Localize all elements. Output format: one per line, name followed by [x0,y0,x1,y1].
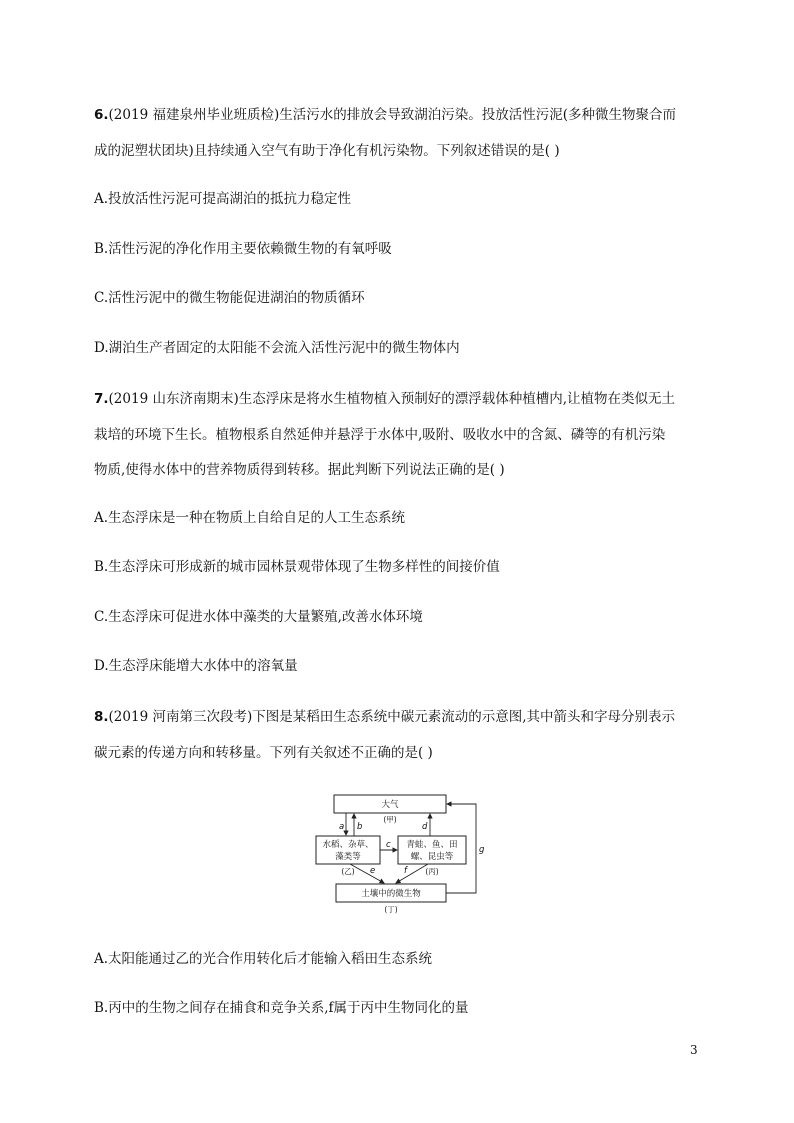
soil-microbes-tag: (丁) [384,905,398,914]
label-a: a [339,822,345,832]
producers-label-line-1: 水稻、杂草、 [322,840,374,850]
label-g: g [479,845,485,855]
carbon-flow-diagram [310,790,490,920]
question-6-stem-line-1: 6.(2019 福建泉州毕业班质检)生活污水的排放会导致湖泊污染。投放活性污泥(多种微生物聚合而 [94,107,676,123]
soil-microbes-label: 土壤中的微生物 [361,889,421,899]
question-8-option-a: A.太阳能通过乙的光合作用转化后才能输入稻田生态系统 [94,951,433,967]
question-7-option-b: B.生态浮床可形成新的城市园林景观带体现了生物多样性的间接价值 [94,559,500,575]
page-number: 3 [690,1043,698,1057]
atmosphere-label: 大气 [381,800,399,810]
question-6-number: 6. [94,107,109,123]
label-d: d [422,822,428,832]
question-7-number: 7. [94,391,109,407]
question-6-option-b: B.活性污泥的净化作用主要依赖微生物的有氧呼吸 [94,241,392,257]
arrow-e [350,864,384,883]
label-f: f [404,866,407,876]
question-6-option-c: C.活性污泥中的微生物能促进湖泊的物质循环 [94,290,365,306]
question-7-option-c: C.生态浮床可促进水体中藻类的大量繁殖,改善水体环境 [94,609,423,625]
question-6-option-d: D.湖泊生产者固定的太阳能不会流入活性污泥中的微生物体内 [94,340,460,356]
question-7-stem-line-2: 栽培的环境下生长。植物根系自然延伸并悬浮于水体中,吸附、吸收水中的含氮、磷等的有机污染 [94,427,666,443]
atmosphere-tag: (甲) [383,815,397,824]
label-b: b [357,822,363,832]
consumers-label-line-2: 螺、昆虫等 [410,852,454,862]
arrow-f [396,864,428,883]
consumers-tag: (丙) [425,867,439,876]
consumers-label-line-1: 青蛙、鱼、田 [406,840,458,850]
question-7-option-a: A.生态浮床是一种在物质上自给自足的人工生态系统 [94,510,406,526]
producers-label-line-2: 藻类等 [335,852,361,862]
question-6-stem-line-2: 成的泥塑状团块)且持续通入空气有助于净化有机污染物。下列叙述错误的是( ) [94,143,560,159]
label-e: e [370,866,376,876]
question-7-stem-line-3: 物质,使得水体中的营养物质得到转移。据此判断下列说法正确的是( ) [94,462,505,478]
question-8-option-b: B.丙中的生物之间存在捕食和竞争关系,f属于丙中生物同化的量 [94,1000,469,1016]
question-6-option-a: A.投放活性污泥可提高湖泊的抵抗力稳定性 [94,191,352,207]
question-7-stem-line-1: 7.(2019 山东济南期末)生态浮床是将水生植物植入预制好的漂浮载体种植槽内,让植物在类似无土 [94,391,676,407]
producers-tag: (乙) [341,867,355,876]
question-8-number: 8. [94,709,109,725]
question-8-stem-line-2: 碳元素的传递方向和转移量。下列有关叙述不正确的是( ) [94,745,433,761]
question-8-stem-line-1: 8.(2019 河南第三次段考)下图是某稻田生态系统中碳元素流动的示意图,其中箭头和字母分别表示 [94,709,676,725]
label-c: c [386,840,391,850]
question-7-option-d: D.生态浮床能增大水体中的溶氧量 [94,658,298,674]
